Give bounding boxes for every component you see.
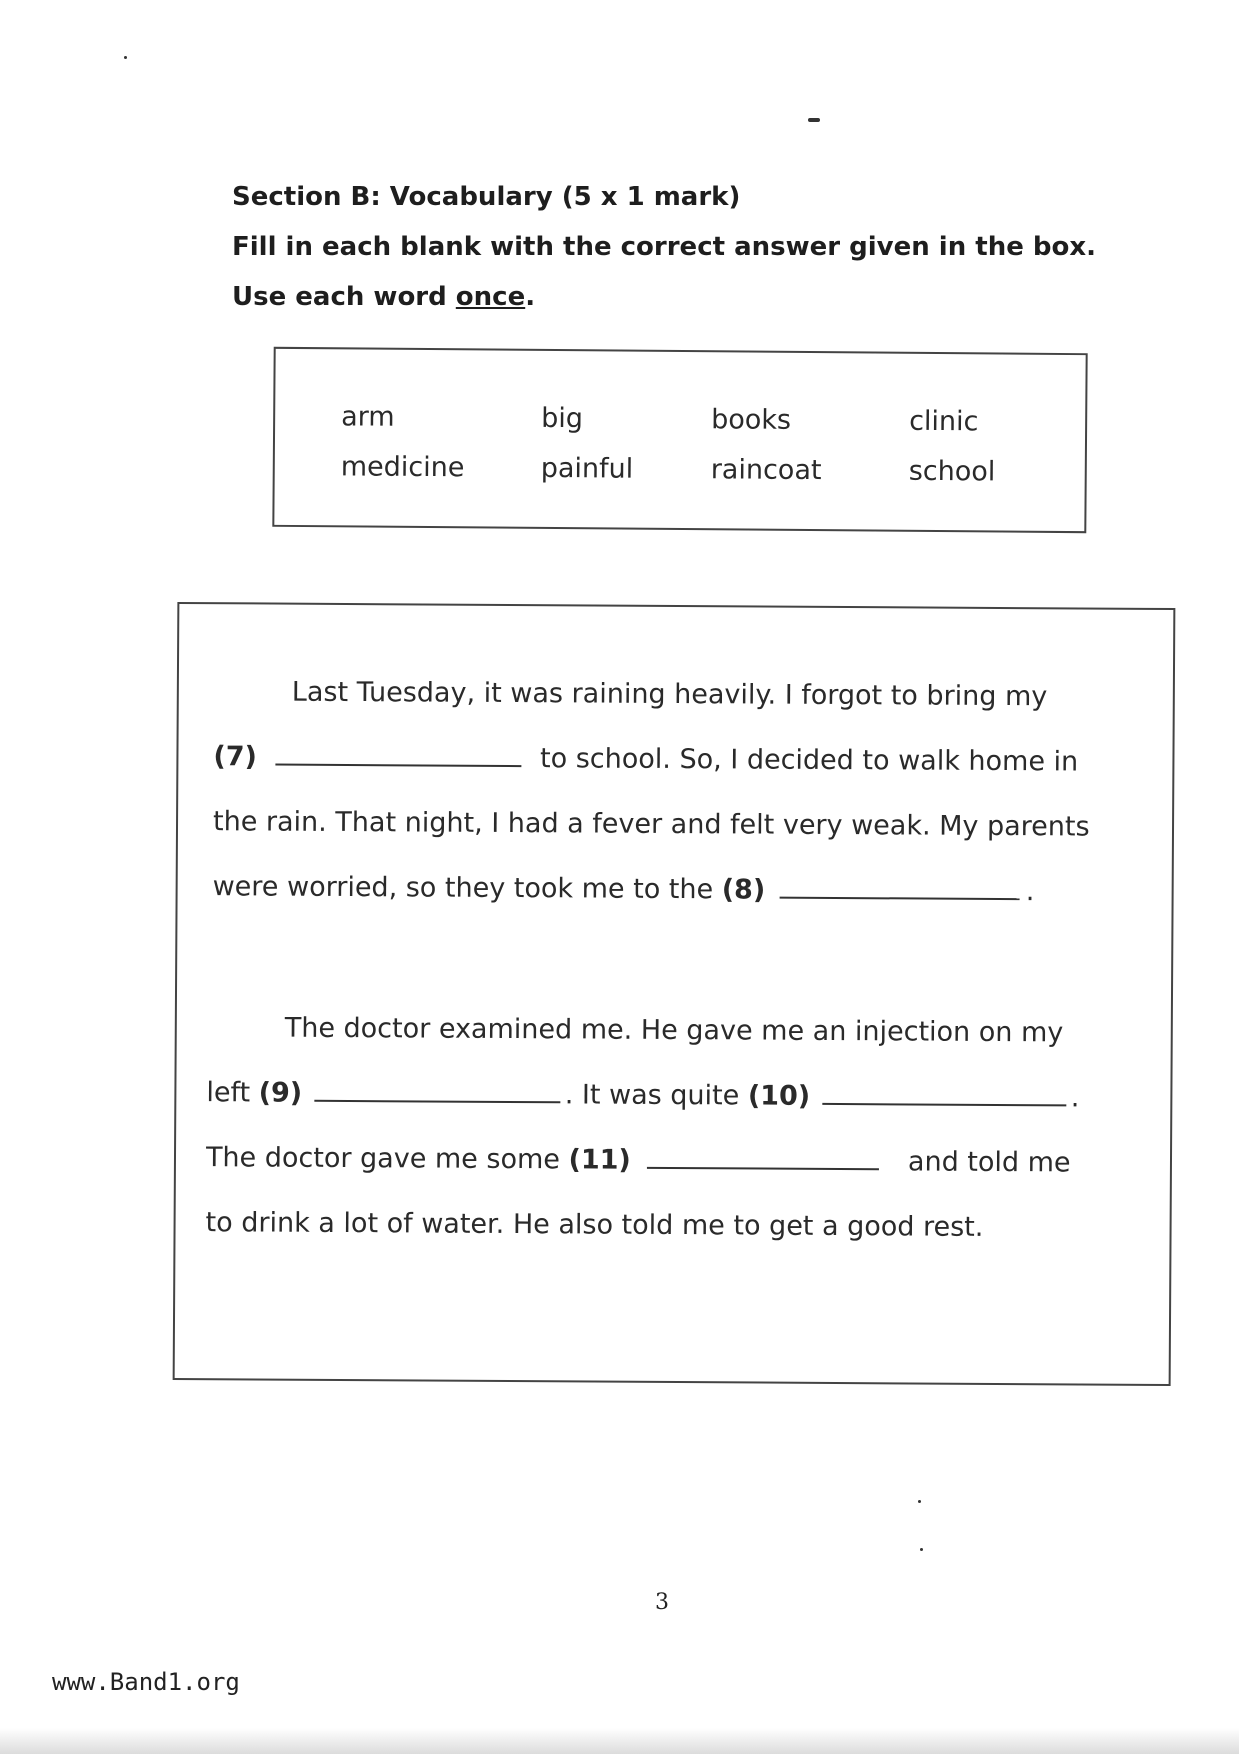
passage-line bbox=[205, 1207, 983, 1243]
passage-line bbox=[213, 741, 1078, 777]
scan-speck bbox=[918, 1500, 921, 1503]
word-bank-item: school bbox=[908, 455, 996, 488]
question-number-7: (7) bbox=[213, 741, 258, 773]
question-number-10: (10) bbox=[747, 1080, 811, 1112]
word-bank-item: painful bbox=[540, 452, 634, 485]
instruction-emphasis: once bbox=[455, 282, 526, 312]
footer-url: www.Band1.org bbox=[52, 1668, 240, 1696]
word-bank-item: clinic bbox=[909, 405, 979, 438]
passage-text: to drink a lot of water. He also told me to get a good rest. bbox=[205, 1207, 984, 1243]
scan-speck bbox=[808, 118, 820, 122]
word-bank-item: books bbox=[711, 404, 792, 436]
question-number-9: (9) bbox=[258, 1077, 303, 1109]
answer-blank-10[interactable] bbox=[823, 1081, 1067, 1106]
question-number-8: (8) bbox=[721, 874, 766, 906]
passage-line bbox=[213, 871, 1035, 907]
passage-text: were worried, so they took me to the bbox=[212, 871, 714, 906]
answer-blank-9[interactable] bbox=[315, 1078, 561, 1104]
answer-blank-8[interactable] bbox=[780, 875, 1020, 900]
instruction-line-2 bbox=[232, 272, 1082, 322]
page-number: 3 bbox=[655, 1590, 669, 1615]
answer-blank-7[interactable] bbox=[275, 742, 521, 768]
passage-text: the rain. That night, I had a fever and felt very weak. My parents bbox=[212, 806, 1090, 843]
passage-line bbox=[213, 806, 1090, 842]
word-bank-item: medicine bbox=[340, 451, 465, 484]
passage-text: left bbox=[206, 1077, 251, 1109]
passage-text: . It was quite bbox=[564, 1079, 740, 1112]
instruction-period: . bbox=[525, 282, 536, 312]
passage-box bbox=[173, 602, 1176, 1386]
instruction-text: Use each word bbox=[232, 282, 456, 312]
passage-line bbox=[206, 1077, 1079, 1113]
passage-text: . bbox=[1025, 876, 1035, 908]
passage-line bbox=[292, 677, 1048, 713]
word-bank-item: arm bbox=[341, 401, 395, 433]
passage-text: to school. So, I decided to walk home in bbox=[539, 743, 1079, 778]
scan-speck bbox=[920, 1548, 923, 1551]
scan-edge-shadow bbox=[0, 1728, 1239, 1754]
passage-text: and told me bbox=[907, 1146, 1071, 1179]
scan-speck bbox=[124, 56, 127, 59]
passage-line bbox=[285, 1013, 1064, 1049]
passage-text: The doctor gave me some bbox=[205, 1142, 561, 1176]
passage-text: . bbox=[1070, 1082, 1080, 1114]
word-bank-box bbox=[272, 347, 1087, 533]
passage-text: Last Tuesday, it was raining heavily. I forgot to bring my bbox=[291, 676, 1048, 713]
question-number-11: (11) bbox=[568, 1144, 631, 1176]
answer-blank-11[interactable] bbox=[647, 1145, 879, 1170]
passage-line bbox=[206, 1142, 1071, 1178]
section-title: Section B: Vocabulary (5 x 1 mark) bbox=[232, 182, 741, 212]
word-bank-item: raincoat bbox=[710, 454, 822, 487]
passage-text: The doctor examined me. He gave me an injection on my bbox=[284, 1012, 1064, 1049]
section-header bbox=[232, 172, 1097, 322]
word-bank-item: big bbox=[541, 402, 584, 435]
instruction-line: Fill in each blank with the correct answer given in the box. bbox=[232, 232, 1097, 262]
